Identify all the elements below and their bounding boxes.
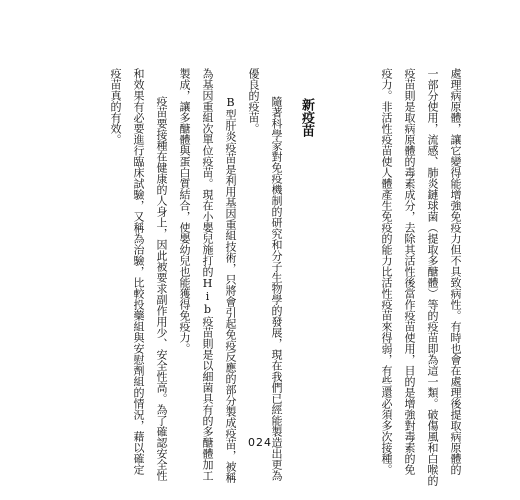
text-column-11: 疫苗要接種在健康的人身上，因此被要求副作用少、安全性高。為了確認安全性 bbox=[155, 96, 168, 481]
text-column-7: 優良的疫苗。 bbox=[247, 68, 260, 134]
text-column-2: 一部分使用，流感、肺炎鏈球菌（提取多醣體）等的疫苗即為這一類。破傷風和白喉的 bbox=[426, 68, 439, 486]
text-column-13: 疫苗真的有效。 bbox=[109, 68, 122, 145]
page-number: 024 bbox=[248, 436, 272, 449]
section-heading: 新疫苗 bbox=[299, 98, 314, 137]
text-column-10: 製成，讓多醣體與蛋白質結合，使嬰幼兒也能獲得免疫力。 bbox=[178, 68, 191, 354]
text-column-1: 處理病原體，讓它變得能增強免疫力但不具致病性。有時也會在處理後提取病原體的 bbox=[449, 68, 462, 475]
text-column-8: B型肝炎疫苗是利用基因重組技術，只將會引起免疫反應的部分製成疫苗，被稱 bbox=[224, 96, 237, 483]
text-column-4: 疫力。非活性疫苗使人體產生免疫的能力比活性疫苗來得弱，有些還必須多次接種。 bbox=[380, 68, 393, 475]
text-column-3: 疫苗則是取病原體的毒素成分，去除其活性後當作疫苗使用，目的是增強對毒素的免 bbox=[403, 68, 416, 475]
text-column-9: 為基因重組次單位疫苗。現在小嬰兒施打的Hib疫苗則是以細菌具有的多醣體加工 bbox=[201, 68, 214, 481]
text-column-6: 隨著科學家對免疫機制的研究和分子生物學的發展，現在我們已經能製造出更為 bbox=[270, 96, 283, 481]
text-column-12: 和效果有必要進行臨床試驗，又稱為治驗，比較投藥組與安慰劑組的情況，藉以確定 bbox=[132, 68, 145, 475]
